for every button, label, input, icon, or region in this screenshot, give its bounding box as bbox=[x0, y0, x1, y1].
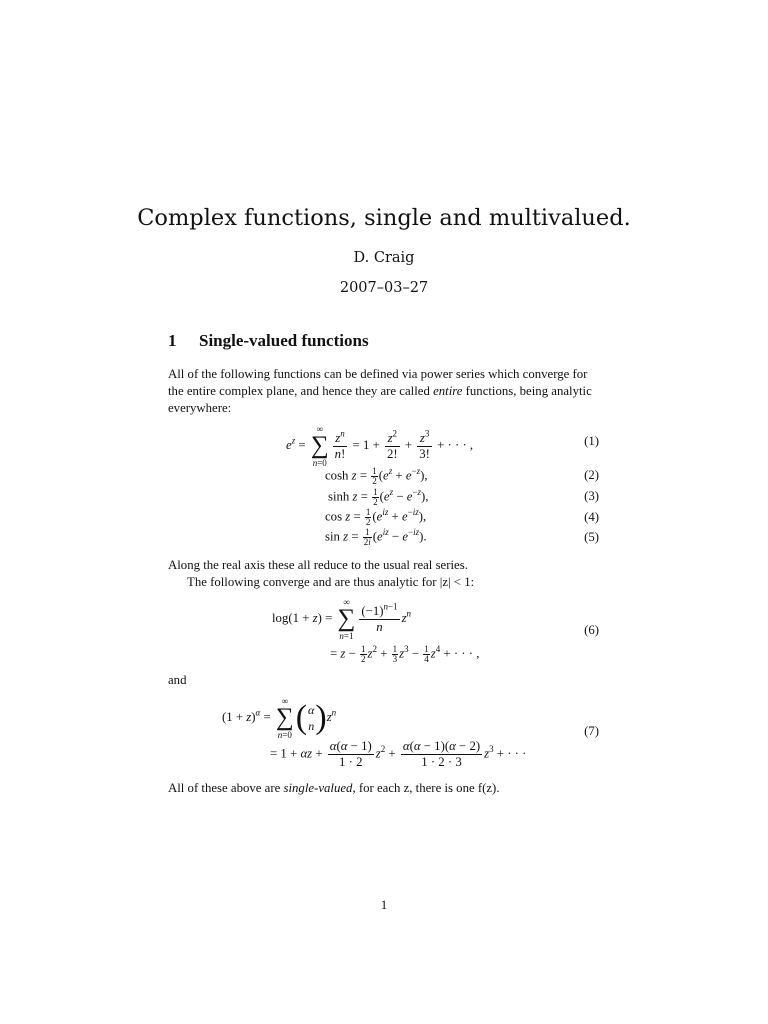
equation-number: (7) bbox=[584, 724, 599, 738]
converge-line: The following converge and are thus analytic for |z| < 1: bbox=[187, 575, 475, 589]
paper-date: 2007–03–27 bbox=[339, 280, 429, 296]
intro-paragraph bbox=[168, 366, 601, 417]
summation-symbol: ∞ ∑ n=0 bbox=[275, 696, 294, 740]
equation-6-line-1: log(1 + z) = ∞ ∑ n=1 $\frac{(-1)^{n-1}}{n}$ $z^n$ bbox=[272, 597, 412, 641]
equation-number: (1) bbox=[584, 434, 599, 448]
equation-number: (6) bbox=[584, 623, 599, 637]
section-heading bbox=[168, 331, 369, 351]
equation-4: cos z = $\frac{1}{2}$ $(e^{iz} + e^{-iz})$, bbox=[325, 507, 427, 527]
intro-text-after: functions, being analytic everywhere: bbox=[168, 384, 592, 415]
real-axis-line: Along the real axis these all reduce to the usual real series. bbox=[168, 558, 468, 572]
paper-title: Complex functions, single and multivalued. bbox=[137, 205, 631, 231]
closing-text-after: , for each z, there is one f(z). bbox=[352, 781, 500, 795]
equation-5: sin z = $\frac{1}{2i}$ $(e^{iz} - e^{-iz})$. bbox=[325, 527, 427, 547]
equation-7-line-2: = 1 + αz + $\frac{\alpha(\alpha - 1)}{1 \cdot 2}$ $z^2$ + $\frac{\alpha(\alpha - 1)(\alpha - 2)}{1 \cdot 2 \cdot 3}$ $z^3$ + · · · bbox=[270, 739, 527, 769]
equation-number: (4) bbox=[584, 510, 599, 524]
author-name: D. Craig bbox=[353, 250, 415, 266]
equation-1: $e^z$ = ∞ ∑ n=0 $\frac{z^n}{n!}$ = 1 + $\frac{z^2}{2!}$ + $\frac{z^3}{3!}$ + · · · , bbox=[286, 424, 474, 468]
equation-number: (2) bbox=[584, 468, 599, 482]
intro-emph: entire bbox=[433, 384, 463, 398]
equation-number: (5) bbox=[584, 530, 599, 544]
equation-6-line-2: = z − $\frac{1}{2}$ $z^2$ + $\frac{1}{3}$ $z^3$ − $\frac{1}{4}$ $z^4$ + · · · , bbox=[330, 644, 480, 664]
summation-symbol: ∞ ∑ n=1 bbox=[337, 597, 356, 641]
equation-3: sinh z = $\frac{1}{2}$ $(e^z - e^{-z})$, bbox=[328, 487, 429, 507]
equation-2: cosh z = $\frac{1}{2}$ $(e^z + e^{-z})$, bbox=[325, 466, 428, 486]
intro-text-before: All of the following functions can be defined via power series which converge for the entire complex plane, and hence they are called bbox=[168, 367, 588, 398]
and-word: and bbox=[168, 673, 187, 687]
equation-7-line-1: $(1 + z)^\alpha$ = ∞ ∑ n=0 (α $n)z^n$ bbox=[222, 696, 337, 740]
equation-number: (3) bbox=[584, 489, 599, 503]
section-number: 1 bbox=[168, 331, 177, 350]
page-number: 1 bbox=[380, 897, 388, 912]
closing-text-before: All of these above are bbox=[168, 781, 284, 795]
closing-emph: single-valued bbox=[283, 781, 353, 795]
summation-symbol: ∞ ∑ n=0 bbox=[310, 424, 329, 468]
closing-sentence bbox=[168, 780, 601, 797]
section-title: Single-valued functions bbox=[199, 331, 369, 350]
